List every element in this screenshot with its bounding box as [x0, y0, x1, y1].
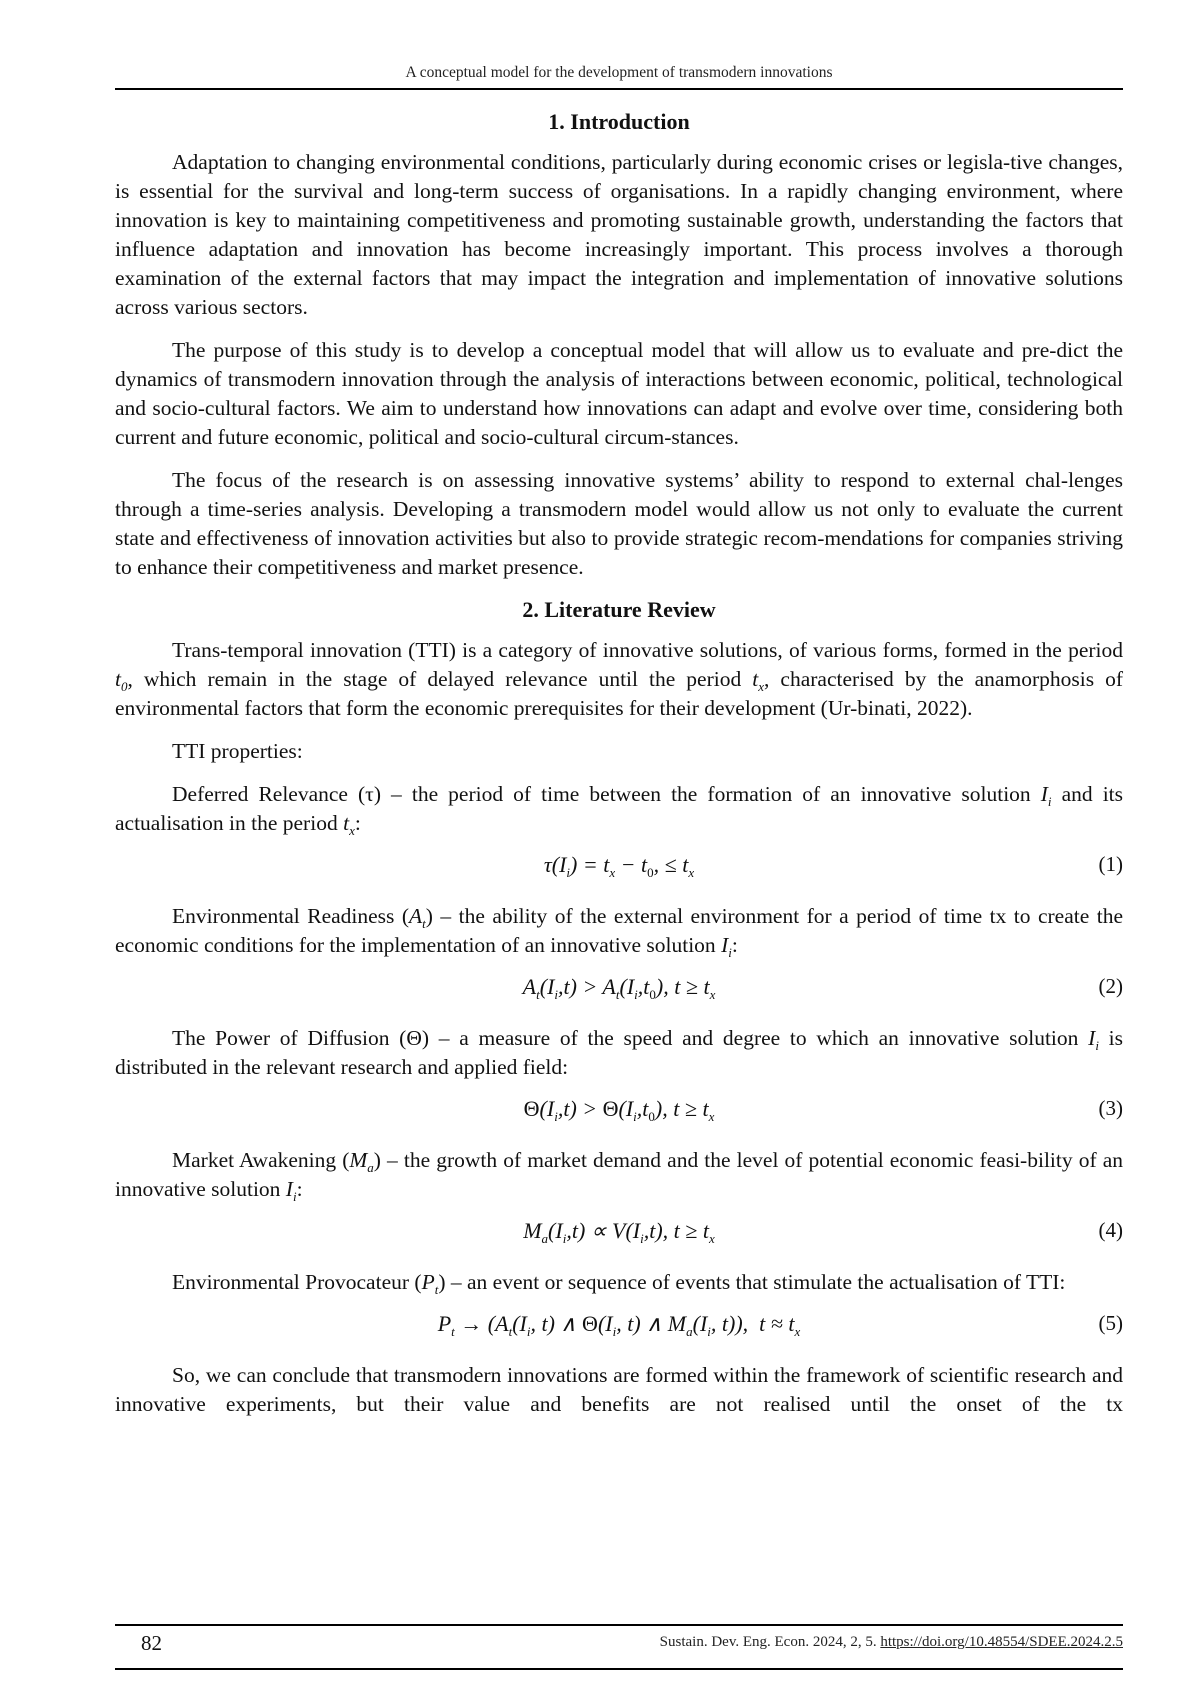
equation-3-number: (3) [1098, 1096, 1123, 1120]
equation-3 [115, 1088, 1123, 1132]
equation-1 [115, 844, 1123, 888]
conclusion-paragraph: So, we can conclude that transmodern innovations are formed within the framework of scientific research and innovative experiments, but their value and benefits are not realised until the onset of the tx [115, 1363, 1123, 1416]
doi-link[interactable]: https://doi.org/10.48554/SDEE.2024.2.5 [880, 1634, 1123, 1650]
running-header: A conceptual model for the development of transmodern innovations [405, 64, 833, 81]
header-rule [115, 88, 1123, 90]
equation-4 [115, 1210, 1123, 1254]
equation-4-formula: $M_a(I_i,t) \propto V(I_i,t)$, $t \ge t_x$ [523, 1218, 715, 1246]
equation-4-number: (4) [1098, 1218, 1123, 1242]
equation-2-number: (2) [1098, 974, 1123, 998]
section-heading-literature-review: 2. Literature Review [522, 597, 716, 622]
equation-1-number: (1) [1098, 852, 1123, 876]
environmental-provocateur-paragraph: Environmental Provocateur $(P_t)$ – an event or sequence of events that stimulate the actualisation of TTI: [172, 1270, 1066, 1297]
deferred-relevance-paragraph: Deferred Relevance (τ) – the period of time between the formation of an innovative solution $I_i$ and its actualisation in the period $t_x$: [115, 782, 1124, 838]
equation-5-number: (5) [1098, 1311, 1123, 1335]
environmental-readiness-paragraph: Environmental Readiness $(A_t)$ – the ability of the external environment for a period of time tx to create the economic conditions for the implementation of an innovative solution $I_i$: [115, 904, 1123, 960]
page-number: 82 [141, 1631, 162, 1655]
footer-rule-top [115, 1624, 1123, 1626]
equation-2-formula: $A_t(I_i,t) > A_t(I_i,t_0)$, $t \ge t_x$ [522, 974, 716, 1002]
intro-paragraph-1: Adaptation to changing environmental conditions, particularly during economic crises or legisla-tive changes, is essential for the survival and long-term success of organisations. In a rapidly changing environment, where innovation is key to maintaining competitiveness and promoting sustainable growth, understanding the factors that influence adaptation and innovation has become increasingly important. This process involves a thorough examination of the external factors that may impact the integration and implementation of innovative solutions across various sectors. [115, 150, 1123, 319]
section-heading-introduction: 1. Introduction [548, 109, 690, 134]
equation-5 [115, 1303, 1123, 1347]
market-awakening-paragraph: Market Awakening $(M_a)$ – the growth of market demand and the level of potential economic feasi-bility of an innovative solution $I_i$: [115, 1148, 1123, 1204]
equation-1-formula: $\tau(I_i) = t_x - t_0$, ≤ $t_x$ [543, 852, 695, 880]
equation-3-formula: $\Theta(I_i,t) > \Theta(I_i,t_0)$, $t \ge t_x$ [523, 1096, 715, 1124]
footer-rule-bottom [115, 1668, 1123, 1670]
intro-paragraph-2: The purpose of this study is to develop a conceptual model that will allow us to evaluate and pre-dict the dynamics of transmodern innovation through the analysis of interactions between economic, political, technological and socio-cultural factors. We aim to understand how innovations can adapt and evolve over time, considering both current and future economic, political and socio-cultural circum-stances. [115, 338, 1123, 449]
power-of-diffusion-paragraph: The Power of Diffusion (Θ) – a measure of the speed and degree to which an innovative solution $I_i$ is distributed in the relevant research and applied field: [115, 1026, 1124, 1079]
page-content [115, 108, 1123, 1433]
footer-citation: Sustain. Dev. Eng. Econ. 2024, 2, 5. https://doi.org/10.48554/SDEE.2024.2.5 [659, 1634, 1123, 1650]
equation-2 [115, 966, 1123, 1010]
intro-paragraph-3: The focus of the research is on assessing innovative systems’ ability to respond to external chal-lenges through a time-series analysis. Developing a transmodern model would allow us not only to evaluate the current state and effectiveness of innovation activities but also to provide strategic recom-mendations for companies striving to enhance their competitiveness and market presence. [115, 468, 1123, 579]
literature-paragraph-1: Trans-temporal innovation (TTI) is a category of innovative solutions, of various forms, formed in the period $t_0$, which remain in the stage of delayed relevance until the period $t_x$, characterised by the anamorphosis of environmental factors that form the economic prerequisites for their development (Ur-binati, 2022). [115, 638, 1123, 720]
equation-5-formula: $P_t \to (A_t(I_i$, t) ∧ $\Theta(I_i$, t) ∧ $M_a(I_i$, t)), $t \approx t_x$ [437, 1311, 801, 1339]
tti-properties-label: TTI properties: [172, 739, 303, 763]
